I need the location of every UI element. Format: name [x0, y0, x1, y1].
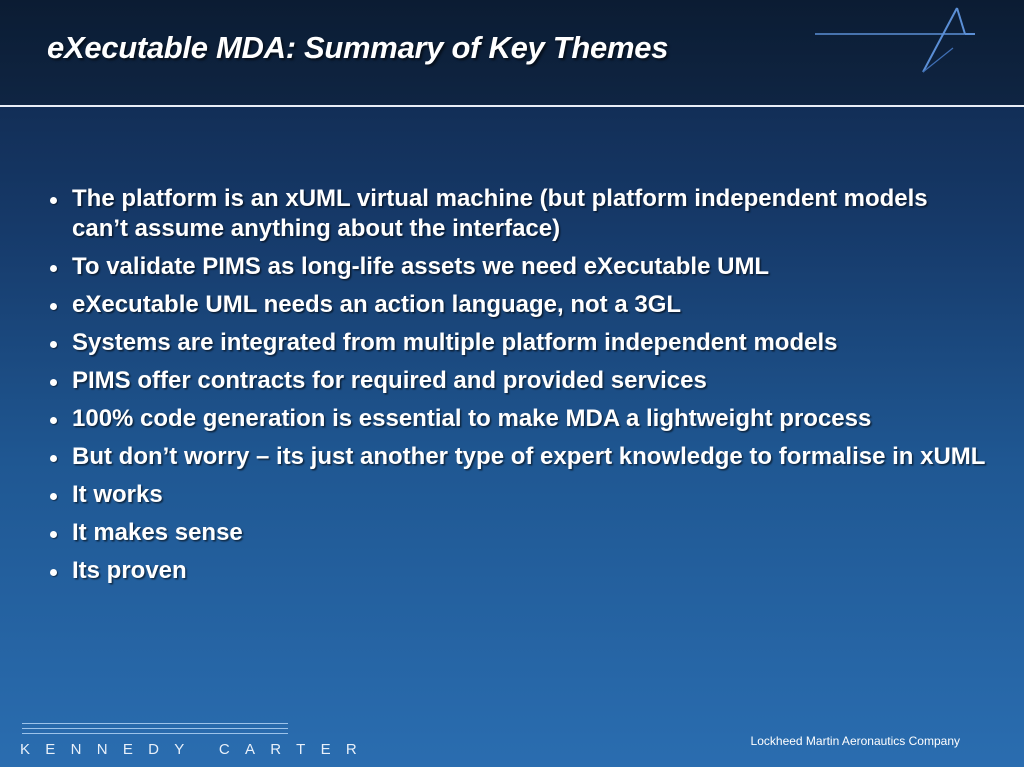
bullet-text: It makes sense	[72, 519, 243, 546]
bullet-item	[46, 404, 986, 434]
footer-brand: KENNEDY CARTER	[20, 741, 373, 758]
bullet-dot-icon	[50, 531, 57, 538]
bullet-dot-icon	[50, 493, 57, 500]
bullet-text: The platform is an xUML virtual machine (but platform independent models can’t assume anything about the interface)	[72, 185, 928, 242]
bullet-item	[46, 366, 986, 396]
bullet-dot-icon	[50, 569, 57, 576]
bullet-dot-icon	[50, 341, 57, 348]
footer-company: Lockheed Martin Aeronautics Company	[750, 734, 960, 748]
bullet-text: Its proven	[72, 557, 187, 584]
header-divider	[0, 105, 1024, 107]
bullet-text: To validate PIMS as long-life assets we need eXecutable UML	[72, 253, 770, 280]
bullet-dot-icon	[50, 265, 57, 272]
footer-brand-line	[22, 723, 288, 724]
bullet-item	[46, 328, 986, 358]
footer-brand-lines	[22, 723, 288, 738]
lockheed-star-logo-icon	[815, 4, 980, 76]
footer-brand-line	[22, 728, 288, 729]
bullet-dot-icon	[50, 197, 57, 204]
bullet-item	[46, 518, 986, 548]
bullet-item	[46, 442, 986, 472]
bullet-item	[46, 184, 986, 244]
bullet-dot-icon	[50, 303, 57, 310]
bullet-item	[46, 290, 986, 320]
bullet-dot-icon	[50, 455, 57, 462]
bullet-text: Systems are integrated from multiple platform independent models	[72, 329, 838, 356]
bullet-text: eXecutable UML needs an action language, not a 3GL	[72, 291, 682, 318]
bullet-list	[46, 184, 986, 594]
bullet-text: PIMS offer contracts for required and provided services	[72, 367, 707, 394]
bullet-text: 100% code generation is essential to make MDA a lightweight process	[72, 405, 872, 432]
bullet-item	[46, 480, 986, 510]
bullet-dot-icon	[50, 417, 57, 424]
bullet-item	[46, 252, 986, 282]
bullet-dot-icon	[50, 379, 57, 386]
bullet-text: It works	[72, 481, 163, 508]
slide-title: eXecutable MDA: Summary of Key Themes	[47, 30, 669, 65]
bullet-text: But don’t worry – its just another type of expert knowledge to formalise in xUML	[72, 443, 986, 470]
bullet-item	[46, 556, 986, 586]
footer-brand-line	[22, 733, 288, 734]
